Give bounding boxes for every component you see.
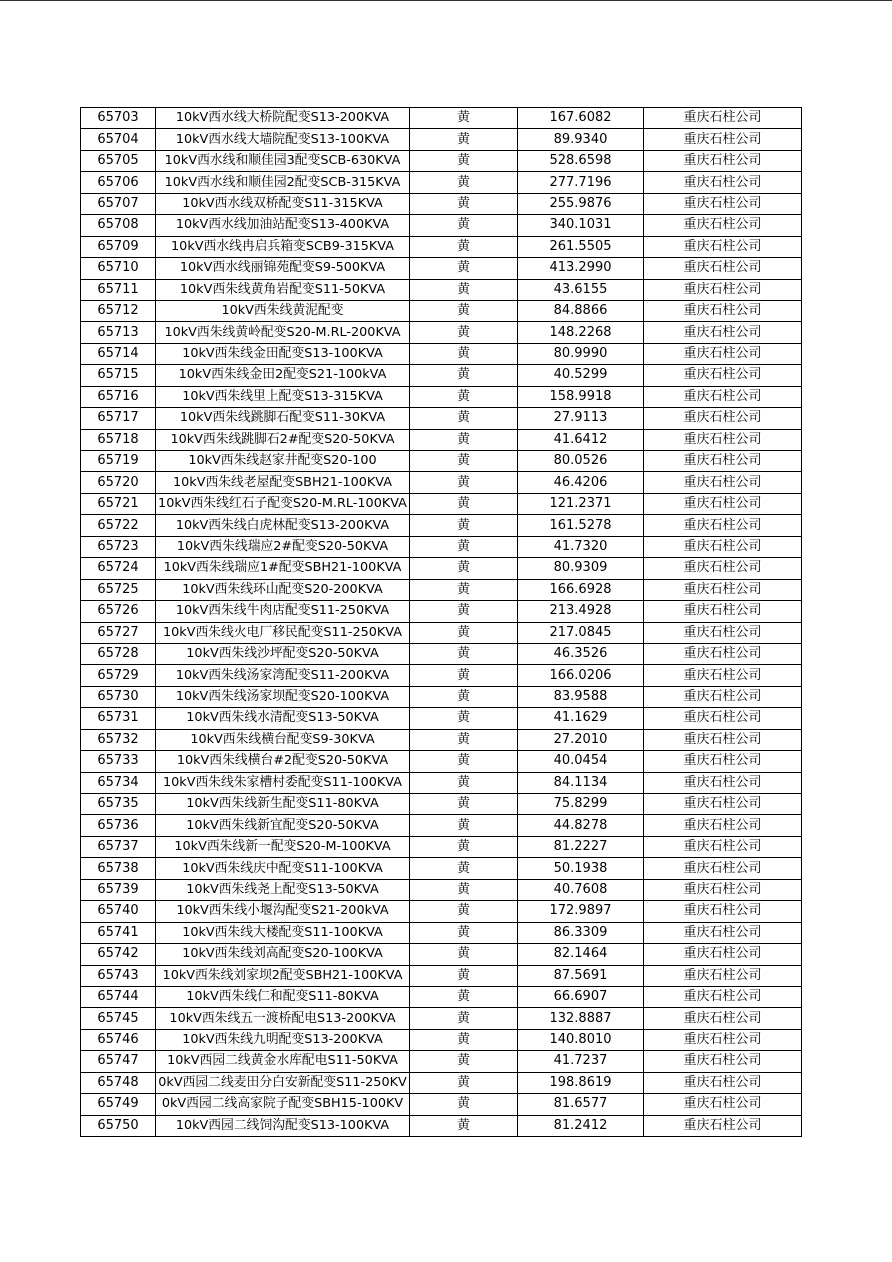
row-id-cell: 65706 [81, 172, 156, 193]
row-name-cell: 10kV西水线加油站配变S13-400KVA [156, 215, 410, 236]
row-color-cell: 黄 [410, 322, 518, 343]
row-company-cell: 重庆石柱公司 [644, 986, 802, 1007]
row-company-cell: 重庆石柱公司 [644, 472, 802, 493]
row-value-cell: 50.1938 [518, 858, 644, 879]
row-color-cell: 黄 [410, 343, 518, 364]
row-value-cell: 277.7196 [518, 172, 644, 193]
row-value-cell: 80.9309 [518, 558, 644, 579]
table-row [81, 515, 802, 536]
row-value-cell: 80.0526 [518, 451, 644, 472]
row-id-cell: 65724 [81, 558, 156, 579]
row-id-cell: 65731 [81, 708, 156, 729]
row-company-cell: 重庆石柱公司 [644, 386, 802, 407]
row-color-cell: 黄 [410, 1051, 518, 1072]
row-company-cell: 重庆石柱公司 [644, 879, 802, 900]
row-id-cell: 65746 [81, 1029, 156, 1050]
row-company-cell: 重庆石柱公司 [644, 622, 802, 643]
row-color-cell: 黄 [410, 451, 518, 472]
row-color-cell: 黄 [410, 922, 518, 943]
row-value-cell: 41.7320 [518, 536, 644, 557]
row-name-cell: 10kV西园二线饲沟配变S13-100KVA [156, 1115, 410, 1136]
table-row [81, 129, 802, 150]
row-value-cell: 81.2227 [518, 836, 644, 857]
row-color-cell: 黄 [410, 300, 518, 321]
row-id-cell: 65745 [81, 1008, 156, 1029]
row-value-cell: 213.4928 [518, 601, 644, 622]
row-value-cell: 172.9897 [518, 901, 644, 922]
row-color-cell: 黄 [410, 901, 518, 922]
row-value-cell: 41.7237 [518, 1051, 644, 1072]
row-value-cell: 84.8866 [518, 300, 644, 321]
row-id-cell: 65710 [81, 258, 156, 279]
row-name-cell: 10kV西朱线刘高配变S20-100KVA [156, 944, 410, 965]
row-company-cell: 重庆石柱公司 [644, 493, 802, 514]
row-name-cell: 10kV西朱线尧上配变S13-50KVA [156, 879, 410, 900]
row-company-cell: 重庆石柱公司 [644, 751, 802, 772]
row-name-cell: 10kV西朱线牛肉店配变S11-250KVA [156, 601, 410, 622]
row-name-cell: 0kV西园二线高家院子配变SBH15-100KV [156, 1094, 410, 1115]
row-name-cell: 10kV西朱线仁和配变S11-80KVA [156, 986, 410, 1007]
row-id-cell: 65720 [81, 472, 156, 493]
row-color-cell: 黄 [410, 944, 518, 965]
row-name-cell: 10kV西朱线刘家坝2配变SBH21-100KVA [156, 965, 410, 986]
row-value-cell: 66.6907 [518, 986, 644, 1007]
row-color-cell: 黄 [410, 794, 518, 815]
row-value-cell: 121.2371 [518, 493, 644, 514]
row-id-cell: 65719 [81, 451, 156, 472]
row-id-cell: 65742 [81, 944, 156, 965]
table-row [81, 1072, 802, 1093]
table-row [81, 965, 802, 986]
row-id-cell: 65735 [81, 794, 156, 815]
row-company-cell: 重庆石柱公司 [644, 665, 802, 686]
table-row [81, 944, 802, 965]
row-name-cell: 10kV西朱线横台配变S9-30KVA [156, 729, 410, 750]
row-color-cell: 黄 [410, 472, 518, 493]
table-row [81, 1029, 802, 1050]
table-row [81, 794, 802, 815]
table-row [81, 386, 802, 407]
row-value-cell: 46.4206 [518, 472, 644, 493]
row-color-cell: 黄 [410, 643, 518, 664]
row-name-cell: 10kV西朱线九明配变S13-200KVA [156, 1029, 410, 1050]
row-value-cell: 82.1464 [518, 944, 644, 965]
row-id-cell: 65726 [81, 601, 156, 622]
row-color-cell: 黄 [410, 1094, 518, 1115]
row-id-cell: 65729 [81, 665, 156, 686]
table-row [81, 150, 802, 171]
row-value-cell: 132.8887 [518, 1008, 644, 1029]
row-color-cell: 黄 [410, 536, 518, 557]
table-row [81, 258, 802, 279]
row-company-cell: 重庆石柱公司 [644, 1094, 802, 1115]
row-value-cell: 46.3526 [518, 643, 644, 664]
row-company-cell: 重庆石柱公司 [644, 794, 802, 815]
table-row [81, 622, 802, 643]
row-id-cell: 65718 [81, 429, 156, 450]
row-name-cell: 10kV西朱线汤家坝配变S20-100KVA [156, 686, 410, 707]
row-color-cell: 黄 [410, 429, 518, 450]
row-name-cell: 10kV西水线大桥院配变S13-200KVA [156, 108, 410, 129]
table-row [81, 1051, 802, 1072]
row-color-cell: 黄 [410, 751, 518, 772]
row-id-cell: 65739 [81, 879, 156, 900]
table-row [81, 815, 802, 836]
table-row [81, 493, 802, 514]
row-id-cell: 65750 [81, 1115, 156, 1136]
row-company-cell: 重庆石柱公司 [644, 643, 802, 664]
row-color-cell: 黄 [410, 858, 518, 879]
row-value-cell: 43.6155 [518, 279, 644, 300]
table-row [81, 236, 802, 257]
row-value-cell: 84.1134 [518, 772, 644, 793]
row-color-cell: 黄 [410, 365, 518, 386]
row-company-cell: 重庆石柱公司 [644, 108, 802, 129]
row-name-cell: 10kV西朱线水清配变S13-50KVA [156, 708, 410, 729]
row-name-cell: 10kV西朱线红石子配变S20-M.RL-100KVA [156, 493, 410, 514]
row-name-cell: 10kV西水线冉启兵箱变SCB9-315KVA [156, 236, 410, 257]
row-name-cell: 10kV西朱线赵家井配变S20-100 [156, 451, 410, 472]
row-company-cell: 重庆石柱公司 [644, 708, 802, 729]
row-color-cell: 黄 [410, 558, 518, 579]
row-id-cell: 65741 [81, 922, 156, 943]
row-value-cell: 83.9588 [518, 686, 644, 707]
row-color-cell: 黄 [410, 515, 518, 536]
row-value-cell: 81.6577 [518, 1094, 644, 1115]
row-company-cell: 重庆石柱公司 [644, 1029, 802, 1050]
table-row [81, 365, 802, 386]
row-id-cell: 65721 [81, 493, 156, 514]
table-row [81, 108, 802, 129]
row-value-cell: 255.9876 [518, 193, 644, 214]
table-row [81, 429, 802, 450]
row-id-cell: 65736 [81, 815, 156, 836]
row-color-cell: 黄 [410, 386, 518, 407]
row-value-cell: 166.6928 [518, 579, 644, 600]
table-row [81, 751, 802, 772]
row-id-cell: 65749 [81, 1094, 156, 1115]
table-row [81, 858, 802, 879]
row-id-cell: 65722 [81, 515, 156, 536]
row-name-cell: 10kV西朱线老屋配变SBH21-100KVA [156, 472, 410, 493]
row-company-cell: 重庆石柱公司 [644, 836, 802, 857]
row-name-cell: 10kV西水线和顺佳园3配变SCB-630KVA [156, 150, 410, 171]
row-color-cell: 黄 [410, 1029, 518, 1050]
row-color-cell: 黄 [410, 772, 518, 793]
row-color-cell: 黄 [410, 986, 518, 1007]
row-name-cell: 10kV西朱线新宜配变S20-50KVA [156, 815, 410, 836]
row-value-cell: 340.1031 [518, 215, 644, 236]
row-color-cell: 黄 [410, 1115, 518, 1136]
row-color-cell: 黄 [410, 665, 518, 686]
table-row [81, 665, 802, 686]
row-company-cell: 重庆石柱公司 [644, 129, 802, 150]
row-name-cell: 10kV西朱线新一配变S20-M-100KVA [156, 836, 410, 857]
row-color-cell: 黄 [410, 815, 518, 836]
row-company-cell: 重庆石柱公司 [644, 901, 802, 922]
row-company-cell: 重庆石柱公司 [644, 686, 802, 707]
row-id-cell: 65716 [81, 386, 156, 407]
row-name-cell: 10kV西朱线黄岭配变S20-M.RL-200KVA [156, 322, 410, 343]
row-name-cell: 10kV西朱线朱家槽村委配变S11-100KVA [156, 772, 410, 793]
row-value-cell: 89.9340 [518, 129, 644, 150]
row-id-cell: 65748 [81, 1072, 156, 1093]
row-name-cell: 10kV西朱线五一渡桥配电S13-200KVA [156, 1008, 410, 1029]
row-id-cell: 65717 [81, 408, 156, 429]
table-row [81, 643, 802, 664]
row-color-cell: 黄 [410, 408, 518, 429]
table-row [81, 922, 802, 943]
table-row [81, 601, 802, 622]
row-company-cell: 重庆石柱公司 [644, 150, 802, 171]
table-row [81, 322, 802, 343]
table-row [81, 772, 802, 793]
row-value-cell: 140.8010 [518, 1029, 644, 1050]
row-company-cell: 重庆石柱公司 [644, 579, 802, 600]
table-row [81, 451, 802, 472]
row-value-cell: 167.6082 [518, 108, 644, 129]
row-company-cell: 重庆石柱公司 [644, 258, 802, 279]
row-company-cell: 重庆石柱公司 [644, 1051, 802, 1072]
row-value-cell: 86.3309 [518, 922, 644, 943]
row-color-cell: 黄 [410, 579, 518, 600]
row-name-cell: 10kV西朱线跳脚石配变S11-30KVA [156, 408, 410, 429]
row-value-cell: 41.1629 [518, 708, 644, 729]
row-id-cell: 65734 [81, 772, 156, 793]
row-company-cell: 重庆石柱公司 [644, 965, 802, 986]
row-color-cell: 黄 [410, 708, 518, 729]
row-company-cell: 重庆石柱公司 [644, 601, 802, 622]
row-color-cell: 黄 [410, 1072, 518, 1093]
row-company-cell: 重庆石柱公司 [644, 1072, 802, 1093]
row-name-cell: 10kV西朱线新生配变S11-80KVA [156, 794, 410, 815]
row-color-cell: 黄 [410, 1008, 518, 1029]
row-color-cell: 黄 [410, 108, 518, 129]
table-row [81, 729, 802, 750]
table-body [81, 108, 802, 1137]
row-id-cell: 65728 [81, 643, 156, 664]
table-row [81, 1008, 802, 1029]
row-company-cell: 重庆石柱公司 [644, 536, 802, 557]
transformer-table [80, 107, 802, 1137]
table-row [81, 300, 802, 321]
row-value-cell: 27.2010 [518, 729, 644, 750]
row-value-cell: 40.7608 [518, 879, 644, 900]
row-value-cell: 75.8299 [518, 794, 644, 815]
row-value-cell: 44.8278 [518, 815, 644, 836]
table-row [81, 686, 802, 707]
row-company-cell: 重庆石柱公司 [644, 343, 802, 364]
row-id-cell: 65713 [81, 322, 156, 343]
row-id-cell: 65747 [81, 1051, 156, 1072]
row-company-cell: 重庆石柱公司 [644, 922, 802, 943]
row-name-cell: 10kV西水线大墙院配变S13-100KVA [156, 129, 410, 150]
row-company-cell: 重庆石柱公司 [644, 300, 802, 321]
row-id-cell: 65723 [81, 536, 156, 557]
row-color-cell: 黄 [410, 193, 518, 214]
table-row [81, 472, 802, 493]
row-value-cell: 40.0454 [518, 751, 644, 772]
row-color-cell: 黄 [410, 215, 518, 236]
row-company-cell: 重庆石柱公司 [644, 558, 802, 579]
row-name-cell: 10kV西朱线汤家湾配变S11-200KVA [156, 665, 410, 686]
row-value-cell: 41.6412 [518, 429, 644, 450]
row-value-cell: 158.9918 [518, 386, 644, 407]
row-name-cell: 10kV西水线丽锦苑配变S9-500KVA [156, 258, 410, 279]
table-row [81, 343, 802, 364]
row-name-cell: 10kV西朱线大楼配变S11-100KVA [156, 922, 410, 943]
row-name-cell: 10kV西朱线瑞应2#配变S20-50KVA [156, 536, 410, 557]
row-company-cell: 重庆石柱公司 [644, 193, 802, 214]
row-id-cell: 65714 [81, 343, 156, 364]
table-row [81, 1115, 802, 1136]
row-id-cell: 65740 [81, 901, 156, 922]
row-id-cell: 65707 [81, 193, 156, 214]
table-row [81, 708, 802, 729]
row-color-cell: 黄 [410, 150, 518, 171]
row-id-cell: 65738 [81, 858, 156, 879]
row-company-cell: 重庆石柱公司 [644, 729, 802, 750]
row-company-cell: 重庆石柱公司 [644, 815, 802, 836]
row-company-cell: 重庆石柱公司 [644, 322, 802, 343]
table-row [81, 172, 802, 193]
row-id-cell: 65703 [81, 108, 156, 129]
row-color-cell: 黄 [410, 129, 518, 150]
row-company-cell: 重庆石柱公司 [644, 1115, 802, 1136]
row-name-cell: 10kV西朱线瑞应1#配变SBH21-100KVA [156, 558, 410, 579]
row-name-cell: 10kV西水线和顺佳园2配变SCB-315KVA [156, 172, 410, 193]
row-color-cell: 黄 [410, 836, 518, 857]
row-id-cell: 65711 [81, 279, 156, 300]
row-value-cell: 528.6598 [518, 150, 644, 171]
row-value-cell: 81.2412 [518, 1115, 644, 1136]
row-company-cell: 重庆石柱公司 [644, 279, 802, 300]
row-id-cell: 65725 [81, 579, 156, 600]
row-id-cell: 65732 [81, 729, 156, 750]
row-id-cell: 65708 [81, 215, 156, 236]
row-company-cell: 重庆石柱公司 [644, 236, 802, 257]
row-company-cell: 重庆石柱公司 [644, 365, 802, 386]
row-company-cell: 重庆石柱公司 [644, 215, 802, 236]
row-value-cell: 166.0206 [518, 665, 644, 686]
row-name-cell: 10kV西朱线黄泥配变 [156, 300, 410, 321]
row-id-cell: 65730 [81, 686, 156, 707]
row-name-cell: 10kV西朱线金田配变S13-100KVA [156, 343, 410, 364]
row-color-cell: 黄 [410, 236, 518, 257]
table-row [81, 408, 802, 429]
row-color-cell: 黄 [410, 686, 518, 707]
row-color-cell: 黄 [410, 729, 518, 750]
row-value-cell: 413.2990 [518, 258, 644, 279]
row-value-cell: 27.9113 [518, 408, 644, 429]
row-id-cell: 65733 [81, 751, 156, 772]
row-color-cell: 黄 [410, 622, 518, 643]
row-name-cell: 10kV西朱线黄角岩配变S11-50KVA [156, 279, 410, 300]
row-color-cell: 黄 [410, 965, 518, 986]
row-id-cell: 65712 [81, 300, 156, 321]
row-name-cell: 10kV西朱线金田2配变S21-100kVA [156, 365, 410, 386]
row-name-cell: 10kV西朱线里上配变S13-315KVA [156, 386, 410, 407]
table-row [81, 193, 802, 214]
row-value-cell: 80.9990 [518, 343, 644, 364]
row-company-cell: 重庆石柱公司 [644, 429, 802, 450]
row-company-cell: 重庆石柱公司 [644, 408, 802, 429]
row-company-cell: 重庆石柱公司 [644, 772, 802, 793]
row-value-cell: 148.2268 [518, 322, 644, 343]
row-company-cell: 重庆石柱公司 [644, 944, 802, 965]
row-company-cell: 重庆石柱公司 [644, 1008, 802, 1029]
row-name-cell: 10kV西园二线黄金水库配电S11-50KVA [156, 1051, 410, 1072]
row-id-cell: 65704 [81, 129, 156, 150]
row-company-cell: 重庆石柱公司 [644, 172, 802, 193]
row-color-cell: 黄 [410, 172, 518, 193]
row-color-cell: 黄 [410, 493, 518, 514]
table-row [81, 215, 802, 236]
row-id-cell: 65744 [81, 986, 156, 1007]
row-name-cell: 10kV西朱线庆中配变S11-100KVA [156, 858, 410, 879]
table-row [81, 986, 802, 1007]
row-name-cell: 10kV西朱线跳脚石2#配变S20-50KVA [156, 429, 410, 450]
row-name-cell: 0kV西园二线麦田分白安新配变S11-250KV [156, 1072, 410, 1093]
table-row [81, 558, 802, 579]
table-row [81, 279, 802, 300]
row-company-cell: 重庆石柱公司 [644, 515, 802, 536]
row-value-cell: 217.0845 [518, 622, 644, 643]
row-value-cell: 40.5299 [518, 365, 644, 386]
row-id-cell: 65727 [81, 622, 156, 643]
table-row [81, 901, 802, 922]
table-row [81, 579, 802, 600]
table-row [81, 836, 802, 857]
page-top-border [0, 0, 892, 1]
row-color-cell: 黄 [410, 279, 518, 300]
row-id-cell: 65715 [81, 365, 156, 386]
row-name-cell: 10kV西朱线小堰沟配变S21-200kVA [156, 901, 410, 922]
row-company-cell: 重庆石柱公司 [644, 451, 802, 472]
row-id-cell: 65743 [81, 965, 156, 986]
row-id-cell: 65705 [81, 150, 156, 171]
row-company-cell: 重庆石柱公司 [644, 858, 802, 879]
table-row [81, 536, 802, 557]
row-color-cell: 黄 [410, 258, 518, 279]
row-name-cell: 10kV西朱线沙坪配变S20-50KVA [156, 643, 410, 664]
row-name-cell: 10kV西朱线环山配变S20-200KVA [156, 579, 410, 600]
table-row [81, 1094, 802, 1115]
row-name-cell: 10kV西朱线横台#2配变S20-50KVA [156, 751, 410, 772]
row-name-cell: 10kV西朱线白虎林配变S13-200KVA [156, 515, 410, 536]
row-id-cell: 65737 [81, 836, 156, 857]
row-value-cell: 87.5691 [518, 965, 644, 986]
table-row [81, 879, 802, 900]
row-value-cell: 261.5505 [518, 236, 644, 257]
row-color-cell: 黄 [410, 879, 518, 900]
row-color-cell: 黄 [410, 601, 518, 622]
row-name-cell: 10kV西朱线火电厂移民配变S11-250KVA [156, 622, 410, 643]
row-name-cell: 10kV西水线双桥配变S11-315KVA [156, 193, 410, 214]
row-id-cell: 65709 [81, 236, 156, 257]
row-value-cell: 161.5278 [518, 515, 644, 536]
row-value-cell: 198.8619 [518, 1072, 644, 1093]
